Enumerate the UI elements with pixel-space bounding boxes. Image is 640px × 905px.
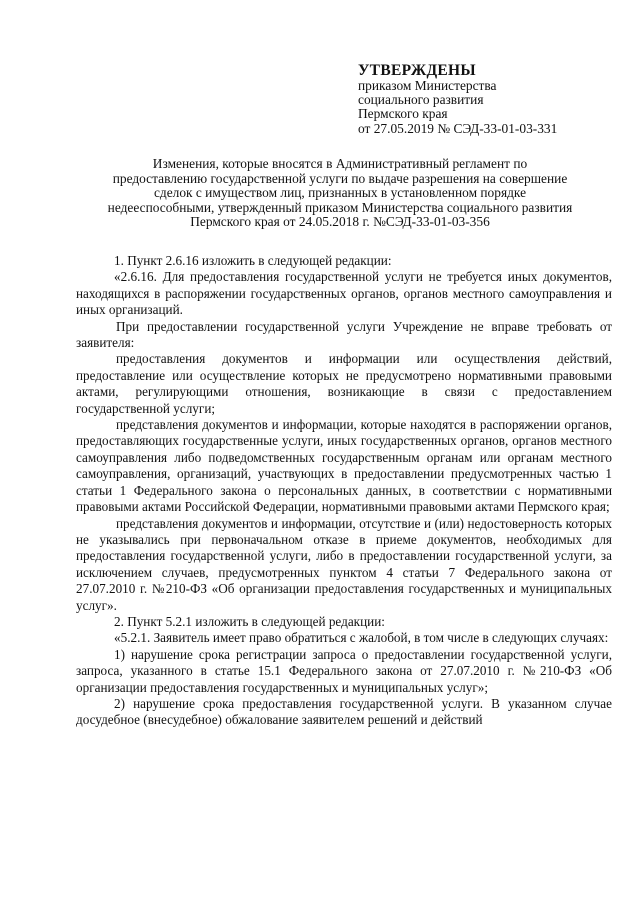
approval-line-1: приказом Министерства [358, 78, 497, 93]
title-line-5: Пермского края от 24.05.2018 г. №СЭД-33-01-03-356 [190, 214, 490, 230]
paragraph-case-2: 2) нарушение срока предоставления государственной услуги. В указанном случае досудебное (внесудебное) обжалование заявителем решений и действий [76, 695, 612, 728]
approval-heading: УТВЕРЖДЕНЫ [358, 62, 476, 79]
paragraph-5-2-1: «5.2.1. Заявитель имеет право обратиться с жалобой, в том числе в следующих случаях: [114, 630, 609, 646]
paragraph-restriction-intro: При предоставлении государственной услуги Учреждение не вправе требовать от заявителя: [76, 318, 612, 351]
approval-line-4: от 27.05.2019 № СЭД-33-01-03-331 [358, 120, 558, 136]
paragraph-2-6-16: «2.6.16. Для предоставления государственной услуги не требуется иных документов, находящихся в распоряжении государственных органов, органов местного самоуправления и иных организаций. [76, 269, 612, 318]
approval-line-3: Пермского края [358, 106, 448, 122]
title-line-4: недееспособными, утвержденный приказом Министерства социального развития [107, 199, 573, 215]
approval-line-2: социального развития [358, 92, 484, 108]
approval-stamp-block [358, 62, 640, 136]
paragraph-item-1: 1. Пункт 2.6.16 изложить в следующей редакции: [114, 253, 392, 268]
paragraph-case-1: 1) нарушение срока регистрации запроса о предоставлении государственной услуги, запроса, указанного в статье 15.1 Федерального закона от 27.07.2010 г. №210-ФЗ «Об организации предоставления государственных и муниципальных услуг»; [76, 646, 612, 695]
paragraph-restriction-2: представления документов и информации, которые находятся в распоряжении органов, предоставляющих государственные услуги, иных государственных органов, органов местного самоуправления либо подведомственных государственным органам или органам местного самоуправления, организаций, участвующих в предоставлении предусмотренных частью 1 статьи 1 Федерального закона о персональных данных, в соответствии с нормативными правовыми актами Российской Федерации, нормативными правовыми актами Пермского края; [76, 417, 612, 515]
paragraph-item-2: 2. Пункт 5.2.1 изложить в следующей редакции: [114, 613, 385, 629]
title-line-1: Изменения, которые вносятся в Административный регламент по [152, 156, 528, 171]
document-title [70, 157, 610, 230]
title-line-3: сделок с имуществом лиц, признанных в установленном порядке [153, 185, 527, 201]
paragraph-restriction-3: представления документов и информации, отсутствие и (или) недостоверность которых не указывались при первоначальном отказе в приеме документов, необходимых для предоставления государственной услуги, либо в предоставлении государственной услуги, за исключением случаев, предусмотренных пунктом 4 статьи 7 Федерального закона от 27.07.2010 г. №210-ФЗ «Об организации предоставления государственных и муниципальных услуг». [76, 515, 612, 613]
paragraph-restriction-1: предоставления документов и информации или осуществления действий, предоставление или осуществление которых не предусмотрено нормативными правовыми актами, регулирующими отношения, возникающие в связи с предоставлением государственной услуги; [76, 351, 612, 416]
document-body [76, 253, 612, 729]
title-line-2: предоставлению государственной услуги по выдаче разрешения на совершение [112, 170, 568, 186]
